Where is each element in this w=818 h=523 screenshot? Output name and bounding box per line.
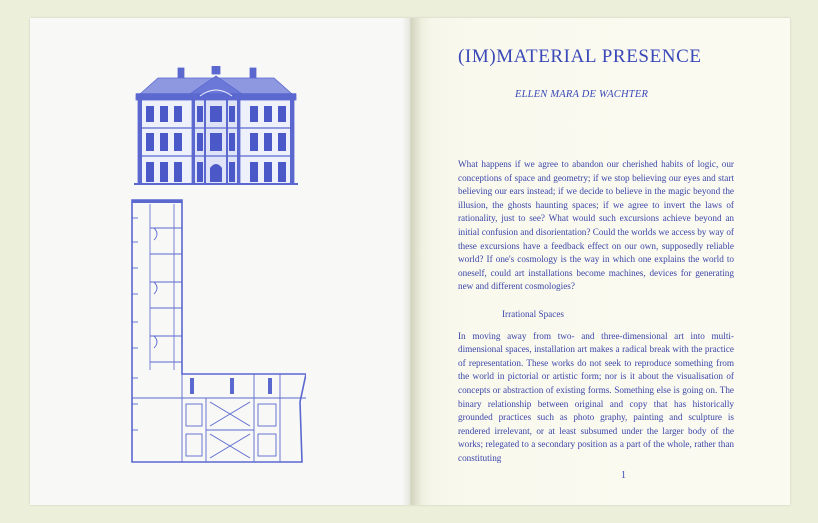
section-heading: Irrational Spaces xyxy=(502,308,564,319)
l-shaped-floor-plan-illustration xyxy=(130,198,306,464)
section-paragraph: In moving away from two- and three-dimensional art into multi-dimensional spaces, installation art makes a radical break with the practice of representation. These works do not seek to reproduce something from the world in pictorial or artistic form; nor is it about the visualisation of concepts or abstraction of existing forms. Something else is going on. The binary relationship between original and copy that has historically grounded practices such as photo graphy, painting and sculpture is rendered irrelevant, or at least subsumed under the larger body of the works; relegated to a secondary position as a part of the whole, rather than constituting xyxy=(458,330,734,463)
page-number: 1 xyxy=(621,470,626,481)
book-gutter xyxy=(402,18,422,505)
intro-paragraph: What happens if we agree to abandon our cherished habits of logic, our conceptions of space and geometry; if we stop believing our eyes and start believing our ears instead; if we decide to believe in the magic beyond the illusion, the ghosts haunting spaces; if we agree to invert the laws of rationality, just to see? What would such excursions achieve beyond an initial confusion and disorientation? Could the worlds we access by way of these excursions have a feedback effect on our own, supposedly reliable world? If one's cosmology is the way in which one explains the world to oneself, could art installations become machines, devices for generating new and different cosmologies? xyxy=(458,159,734,292)
palace-facade-illustration xyxy=(130,66,302,186)
article-author: ELLEN MARA DE WACHTER xyxy=(515,89,649,100)
article-body xyxy=(458,158,734,465)
book-spread xyxy=(30,18,790,505)
article-title: (IM)MATERIAL PRESENCE xyxy=(458,46,702,67)
